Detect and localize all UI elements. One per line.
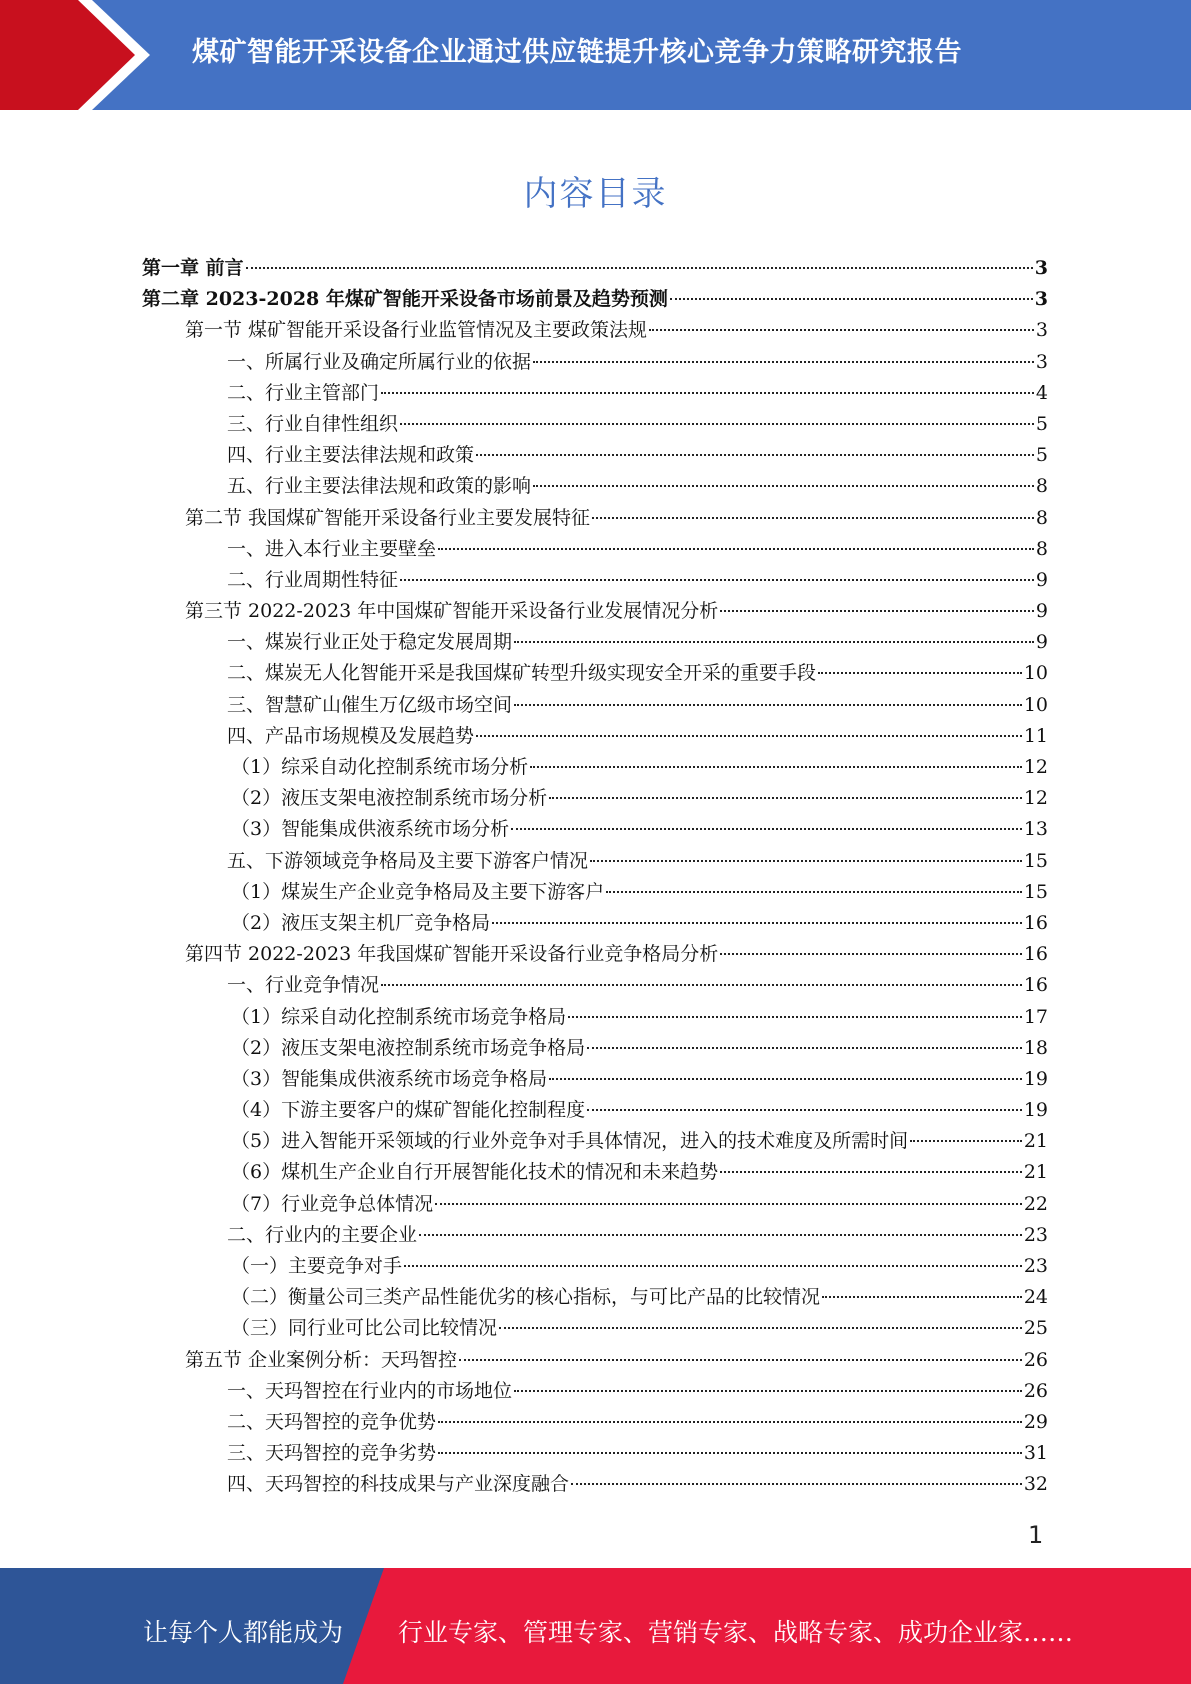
toc-dot-leader [499,1326,1022,1329]
toc-entry-title: 二、煤炭无人化智能开采是我国煤矿转型升级实现安全开采的重要手段 [227,662,817,685]
toc-entry-title: （1）煤炭生产企业竞争格局及主要下游客户 [231,880,605,903]
footer-slogan-right: 行业专家、管理专家、营销专家、战略专家、成功企业家…… [398,1618,1074,1647]
toc-entry[interactable] [142,1220,1048,1251]
toc-entry[interactable] [142,347,1048,378]
toc-dot-leader [514,1389,1022,1392]
toc-entry[interactable] [142,1469,1048,1500]
toc-entry[interactable] [142,1126,1048,1157]
toc-entry-title: （5）进入智能开采领域的行业外竞争对手具体情况，进入的技术难度及所需时间 [231,1130,909,1153]
toc-entry-page: 18 [1023,1036,1048,1059]
toc-entry-page: 8 [1035,506,1048,529]
toc-entry-title: 三、行业自律性组织 [227,412,399,435]
toc-dot-leader [571,1482,1022,1485]
toc-entry[interactable] [142,814,1048,845]
toc-entry-page: 23 [1023,1255,1048,1277]
toc-entry-page: 31 [1023,1442,1048,1465]
toc-dot-leader [459,1358,1022,1361]
toc-entry[interactable] [142,1345,1048,1376]
toc-dot-leader [381,391,1034,394]
toc-dot-leader [910,1139,1022,1142]
toc-entry-title: （7）行业竞争总体情况 [231,1192,434,1215]
toc-entry-title: 三、天玛智控的竞争劣势 [227,1442,437,1465]
toc-dot-leader [514,703,1022,706]
toc-entry-page: 15 [1023,849,1048,872]
toc-entry-title: （一）主要竞争对手 [231,1255,403,1277]
toc-entry-title: 第三节 2022-2023 年中国煤矿智能开采设备行业发展情况分析 [185,600,719,623]
toc-entry[interactable] [142,471,1048,502]
table-of-contents [142,253,1048,1501]
toc-dot-leader [649,328,1034,331]
toc-entry-title: （6）煤机生产企业自行开展智能化技术的情况和未来趋势 [231,1161,719,1184]
toc-entry[interactable] [142,1033,1048,1064]
toc-entry-page: 25 [1023,1317,1048,1340]
toc-dot-leader [514,640,1034,643]
toc-entry[interactable] [142,440,1048,471]
toc-entry[interactable] [142,565,1048,596]
toc-entry-page: 26 [1023,1379,1048,1402]
toc-dot-leader [533,360,1034,363]
toc-entry[interactable] [142,627,1048,658]
toc-entry[interactable] [142,315,1048,346]
toc-dot-leader [720,609,1034,612]
toc-dot-leader [533,484,1034,487]
toc-entry-title: （1）综采自动化控制系统市场竞争格局 [231,1005,567,1028]
toc-heading: 内容目录 [523,174,668,214]
toc-dot-leader [404,1264,1022,1267]
toc-entry-page: 9 [1035,600,1048,623]
toc-dot-leader [511,827,1022,830]
toc-entry[interactable] [142,1282,1048,1313]
toc-entry[interactable] [142,1189,1048,1220]
toc-entry[interactable] [142,1095,1048,1126]
toc-dot-leader [438,1451,1022,1454]
toc-entry-title: 四、行业主要法律法规和政策 [227,444,475,467]
toc-entry-title: 二、行业内的主要企业 [227,1223,418,1246]
toc-entry-page: 29 [1023,1410,1048,1433]
toc-dot-leader [587,1108,1022,1111]
toc-entry-title: （1）综采自动化控制系统市场分析 [231,756,529,778]
header-band [0,0,1191,110]
toc-entry-page: 10 [1023,693,1048,716]
toc-entry-page: 12 [1023,787,1048,810]
toc-dot-leader [438,1420,1022,1423]
toc-entry-page: 3 [1035,319,1048,342]
toc-entry-page: 3 [1034,257,1048,279]
toc-entry[interactable] [142,1251,1048,1282]
toc-entry-page: 19 [1023,1067,1048,1090]
toc-entry[interactable] [142,1157,1048,1188]
toc-entry[interactable] [142,409,1048,440]
toc-entry-page: 11 [1023,724,1048,747]
toc-dot-leader [476,453,1034,456]
toc-dot-leader [438,547,1034,550]
toc-entry-title: （2）液压支架电液控制系统市场分析 [231,787,548,810]
toc-entry-page: 19 [1023,1099,1048,1122]
toc-entry[interactable] [142,690,1048,721]
toc-entry[interactable] [142,1438,1048,1469]
toc-entry-title: 一、行业竞争情况 [227,974,380,997]
toc-entry[interactable] [142,908,1048,939]
toc-entry[interactable] [142,939,1048,970]
toc-entry-page: 13 [1023,818,1048,841]
toc-entry-page: 5 [1035,412,1048,435]
toc-entry[interactable] [142,378,1048,409]
toc-dot-leader [590,859,1022,862]
toc-entry-page: 21 [1023,1130,1048,1153]
toc-entry-title: （2）液压支架主机厂竞争格局 [231,911,491,934]
footer-slogan-left: 让每个人都能成为 [143,1618,344,1647]
toc-entry-title: 第二节 我国煤矿智能开采设备行业主要发展特征 [185,506,591,529]
toc-dot-leader [606,890,1022,893]
toc-entry-page: 15 [1023,880,1048,903]
toc-entry-page: 3 [1035,350,1048,373]
toc-entry-page: 23 [1023,1223,1048,1246]
toc-entry[interactable] [142,1407,1048,1438]
toc-entry-title: （二）衡量公司三类产品性能优劣的核心指标，与可比产品的比较情况 [231,1286,821,1309]
toc-entry-page: 12 [1023,756,1048,778]
toc-entry-page: 16 [1023,943,1048,966]
toc-entry-title: （三）同行业可比公司比较情况 [231,1317,498,1340]
toc-entry[interactable] [142,721,1048,752]
toc-entry-page: 10 [1023,662,1048,685]
toc-entry-title: 第一节 煤矿智能开采设备行业监管情况及主要政策法规 [185,319,648,342]
toc-dot-leader [476,734,1022,737]
toc-dot-leader [549,796,1022,799]
toc-dot-leader [400,578,1034,581]
toc-dot-leader [381,983,1022,986]
toc-dot-leader [568,1015,1022,1018]
footer-band [0,1568,1191,1684]
toc-entry-page: 4 [1035,381,1048,404]
toc-entry-page: 16 [1023,974,1048,997]
toc-entry-title: 一、天玛智控在行业内的市场地位 [227,1379,513,1402]
toc-entry[interactable] [142,877,1048,908]
toc-entry-title: 一、煤炭行业正处于稳定发展周期 [227,631,513,654]
toc-entry[interactable] [142,752,1048,783]
toc-entry-title: 二、行业周期性特征 [227,568,399,591]
toc-entry-title: 四、天玛智控的科技成果与产业深度融合 [227,1473,570,1496]
toc-entry-page: 8 [1035,475,1048,498]
toc-entry[interactable] [142,596,1048,627]
toc-entry-page: 17 [1023,1005,1048,1028]
toc-dot-leader [592,516,1034,519]
toc-dot-leader [670,297,1033,300]
toc-entry-page: 9 [1035,631,1048,654]
toc-entry-title: （2）液压支架电液控制系统市场竞争格局 [231,1036,586,1059]
toc-entry-page: 32 [1023,1473,1048,1496]
toc-entry-title: 第二章 2023-2028 年煤矿智能开采设备市场前景及趋势预测 [142,288,668,311]
toc-entry-title: （3）智能集成供液系统市场竞争格局 [231,1067,548,1090]
toc-entry-title: 三、智慧矿山催生万亿级市场空间 [227,693,513,716]
toc-dot-leader [419,1233,1022,1236]
toc-entry[interactable] [142,253,1048,284]
toc-entry-page: 26 [1023,1348,1048,1371]
toc-dot-leader [435,1202,1022,1205]
toc-dot-leader [822,1295,1022,1298]
toc-entry-title: （4）下游主要客户的煤矿智能化控制程度 [231,1099,586,1122]
toc-entry[interactable] [142,1376,1048,1407]
toc-entry-page: 22 [1023,1192,1048,1215]
toc-entry[interactable] [142,534,1048,565]
toc-entry[interactable] [142,846,1048,877]
toc-entry[interactable] [142,1064,1048,1095]
toc-entry-page: 3 [1034,288,1048,311]
report-title: 煤矿智能开采设备企业通过供应链提升核心竞争力策略研究报告 [192,37,962,68]
toc-entry[interactable] [142,783,1048,814]
toc-entry-page: 8 [1035,537,1048,560]
toc-dot-leader [587,1046,1022,1049]
toc-dot-leader [246,266,1033,269]
toc-dot-leader [400,422,1034,425]
toc-entry-title: 第五节 企业案例分析：天玛智控 [185,1348,458,1371]
toc-dot-leader [530,765,1022,768]
toc-entry-title: （3）智能集成供液系统市场分析 [231,818,510,841]
toc-dot-leader [492,921,1022,924]
toc-entry-title: 一、所属行业及确定所属行业的依据 [227,350,532,373]
toc-dot-leader [720,952,1022,955]
toc-entry-page: 24 [1023,1286,1048,1309]
toc-dot-leader [818,671,1022,674]
toc-entry[interactable] [142,970,1048,1001]
toc-entry-page: 9 [1035,568,1048,591]
toc-entry-page: 16 [1023,911,1048,934]
toc-entry-title: 五、行业主要法律法规和政策的影响 [227,475,532,498]
page-number: 1 [1028,1521,1044,1549]
toc-entry-page: 5 [1035,444,1048,467]
toc-entry-title: 第四节 2022-2023 年我国煤矿智能开采设备行业竞争格局分析 [185,943,719,966]
toc-entry-page: 21 [1023,1161,1048,1184]
toc-entry-title: 二、天玛智控的竞争优势 [227,1410,437,1433]
toc-entry[interactable] [142,503,1048,534]
toc-entry[interactable] [142,1313,1048,1344]
toc-entry[interactable] [142,1002,1048,1033]
toc-dot-leader [549,1077,1022,1080]
toc-dot-leader [720,1170,1022,1173]
toc-entry[interactable] [142,658,1048,689]
toc-entry[interactable] [142,284,1048,315]
toc-entry-title: 一、进入本行业主要壁垒 [227,537,437,560]
toc-entry-title: 二、行业主管部门 [227,381,380,404]
toc-entry-title: 五、下游领域竞争格局及主要下游客户情况 [227,849,589,872]
toc-entry-title: 四、产品市场规模及发展趋势 [227,724,475,747]
toc-entry-title: 第一章 前言 [142,257,244,279]
